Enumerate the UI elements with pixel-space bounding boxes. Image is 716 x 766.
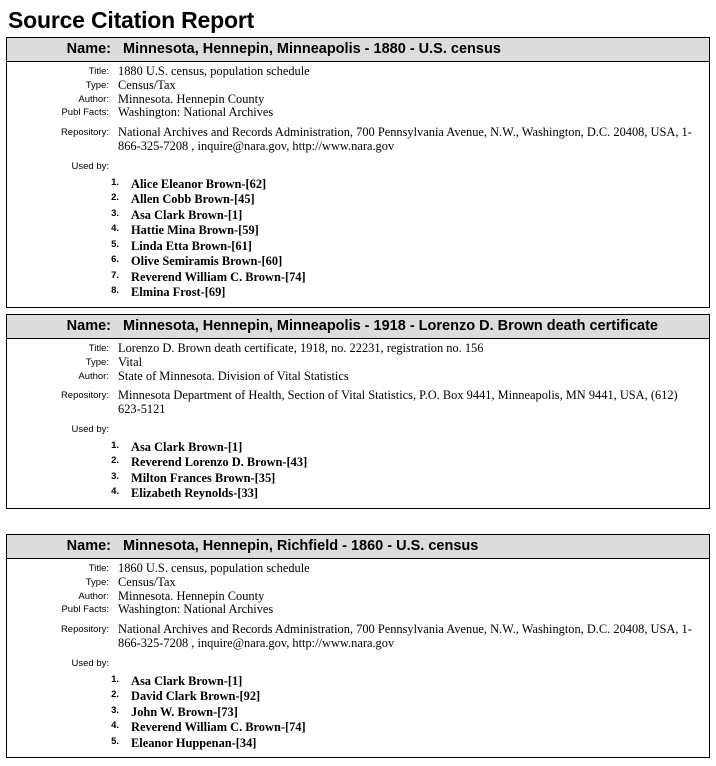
used-by-label: Used by: — [71, 423, 109, 435]
title-value: 1860 U.S. census, population schedule — [118, 561, 310, 575]
type-row — [7, 79, 709, 93]
type-label: Type: — [85, 356, 109, 368]
used-by-item — [7, 192, 709, 208]
used-by-row — [7, 423, 709, 437]
author-row — [7, 590, 709, 604]
publ-facts-row — [7, 106, 709, 120]
person-name: Asa Clark Brown-[1] — [131, 673, 243, 688]
item-number: 4. — [111, 486, 119, 498]
title-row — [7, 342, 709, 356]
item-number: 6. — [111, 254, 119, 266]
used-by-list — [7, 674, 709, 752]
repository-row — [7, 389, 709, 417]
person-name: Linda Etta Brown-[61] — [131, 238, 252, 253]
name-label: Name: — [66, 318, 111, 334]
used-by-item — [7, 254, 709, 270]
repository-row — [7, 126, 709, 154]
source-header — [7, 535, 709, 559]
title-value: 1880 U.S. census, population schedule — [118, 64, 310, 78]
repository-value: National Archives and Records Administration, 700 Pennsylvania Avenue, N.W., Washington, D.C. 20408, USA, 1-866-325-7208 , inquire@nara.gov, http://www.nara.gov — [118, 622, 692, 650]
item-number: 3. — [111, 207, 119, 219]
source-name: Minnesota, Hennepin, Minneapolis - 1918 - Lorenzo D. Brown death certificate — [123, 318, 658, 334]
item-number: 2. — [111, 192, 119, 204]
used-by-item — [7, 705, 709, 721]
source-header — [7, 38, 709, 62]
source-name: Minnesota, Hennepin, Minneapolis - 1880 - U.S. census — [123, 41, 501, 57]
person-name: Alice Eleanor Brown-[62] — [131, 176, 267, 191]
source-citation — [6, 314, 710, 509]
person-name: Asa Clark Brown-[1] — [131, 207, 243, 222]
item-number: 5. — [111, 238, 119, 250]
used-by-item — [7, 440, 709, 456]
item-number: 4. — [111, 223, 119, 235]
person-name: Eleanor Huppenan-[34] — [131, 735, 257, 750]
author-value: Minnesota. Hennepin County — [118, 91, 265, 106]
repository-label: Repository: — [60, 390, 109, 402]
author-value: State of Minnesota. Division of Vital Statistics — [118, 368, 349, 383]
title-value: Lorenzo D. Brown death certificate, 1918, no. 22231, registration no. 156 — [118, 341, 484, 355]
repository-value: National Archives and Records Administration, 700 Pennsylvania Avenue, N.W., Washington, D.C. 20408, USA, 1-866-325-7208 , inquire@nara.gov, http://www.nara.gov — [118, 125, 692, 153]
item-number: 3. — [111, 470, 119, 482]
used-by-item — [7, 689, 709, 705]
item-number: 4. — [111, 720, 119, 732]
repository-value: Minnesota Department of Health, Section of Vital Statistics, P.O. Box 9441, Minneapolis, MN 9441, USA, (612) 623-5121 — [118, 388, 678, 417]
item-number: 3. — [111, 704, 119, 716]
used-by-item — [7, 239, 709, 255]
title-label: Title: — [88, 66, 109, 77]
type-row — [7, 356, 709, 370]
title-row — [7, 562, 709, 576]
author-value: Minnesota. Hennepin County — [118, 588, 265, 603]
publ-facts-value: Washington: National Archives — [118, 105, 274, 120]
person-name: Olive Semiramis Brown-[60] — [131, 254, 283, 269]
title-label: Title: — [88, 343, 109, 354]
type-label: Type: — [85, 576, 109, 588]
person-name: Elmina Frost-[69] — [131, 285, 226, 300]
repository-label: Repository: — [60, 624, 109, 636]
person-name: Allen Cobb Brown-[45] — [131, 192, 255, 207]
used-by-item — [7, 674, 709, 690]
item-number: 1. — [111, 673, 119, 685]
author-label: Author: — [78, 590, 109, 602]
used-by-list — [7, 177, 709, 301]
person-name: Reverend William C. Brown-[74] — [131, 720, 306, 735]
item-number: 2. — [111, 455, 119, 467]
source-name: Minnesota, Hennepin, Richfield - 1860 - U.S. census — [123, 538, 479, 554]
item-number: 7. — [111, 269, 119, 281]
author-row — [7, 93, 709, 107]
report-title: Source Citation Report — [8, 7, 255, 33]
title-label: Title: — [88, 563, 109, 574]
used-by-row — [7, 657, 709, 671]
type-value: Census/Tax — [118, 77, 176, 92]
used-by-item — [7, 270, 709, 286]
person-name: Reverend Lorenzo D. Brown-[43] — [131, 455, 308, 470]
repository-label: Repository: — [60, 127, 109, 139]
source-header — [7, 315, 709, 339]
used-by-label: Used by: — [71, 657, 109, 669]
person-name: John W. Brown-[73] — [131, 704, 238, 719]
source-body — [7, 339, 709, 508]
author-row — [7, 370, 709, 384]
item-number: 2. — [111, 689, 119, 701]
type-value: Vital — [118, 354, 143, 369]
person-name: Milton Frances Brown-[35] — [131, 470, 276, 485]
person-name: Reverend William C. Brown-[74] — [131, 269, 306, 284]
author-label: Author: — [78, 93, 109, 105]
source-body — [7, 62, 709, 307]
publ-facts-label: Publ Facts: — [61, 604, 109, 616]
type-row — [7, 576, 709, 590]
used-by-item — [7, 736, 709, 752]
source-body — [7, 559, 709, 757]
author-label: Author: — [78, 370, 109, 382]
person-name: Asa Clark Brown-[1] — [131, 439, 243, 454]
used-by-item — [7, 486, 709, 502]
source-citation — [6, 534, 710, 758]
repository-row — [7, 623, 709, 651]
item-number: 8. — [111, 285, 119, 297]
used-by-item — [7, 720, 709, 736]
title-row — [7, 65, 709, 79]
type-label: Type: — [85, 79, 109, 91]
name-label: Name: — [66, 538, 111, 554]
used-by-item — [7, 177, 709, 193]
used-by-label: Used by: — [71, 160, 109, 172]
person-name: Hattie Mina Brown-[59] — [131, 223, 259, 238]
name-label: Name: — [66, 41, 111, 57]
source-citation — [6, 37, 710, 308]
item-number: 5. — [111, 735, 119, 747]
used-by-item — [7, 223, 709, 239]
type-value: Census/Tax — [118, 574, 176, 589]
item-number: 1. — [111, 439, 119, 451]
used-by-item — [7, 455, 709, 471]
used-by-row — [7, 160, 709, 174]
person-name: David Clark Brown-[92] — [131, 689, 261, 704]
used-by-item — [7, 471, 709, 487]
used-by-list — [7, 440, 709, 502]
used-by-item — [7, 285, 709, 301]
publ-facts-label: Publ Facts: — [61, 107, 109, 119]
person-name: Elizabeth Reynolds-[33] — [131, 486, 259, 501]
publ-facts-value: Washington: National Archives — [118, 602, 274, 617]
item-number: 1. — [111, 176, 119, 188]
publ-facts-row — [7, 603, 709, 617]
used-by-item — [7, 208, 709, 224]
